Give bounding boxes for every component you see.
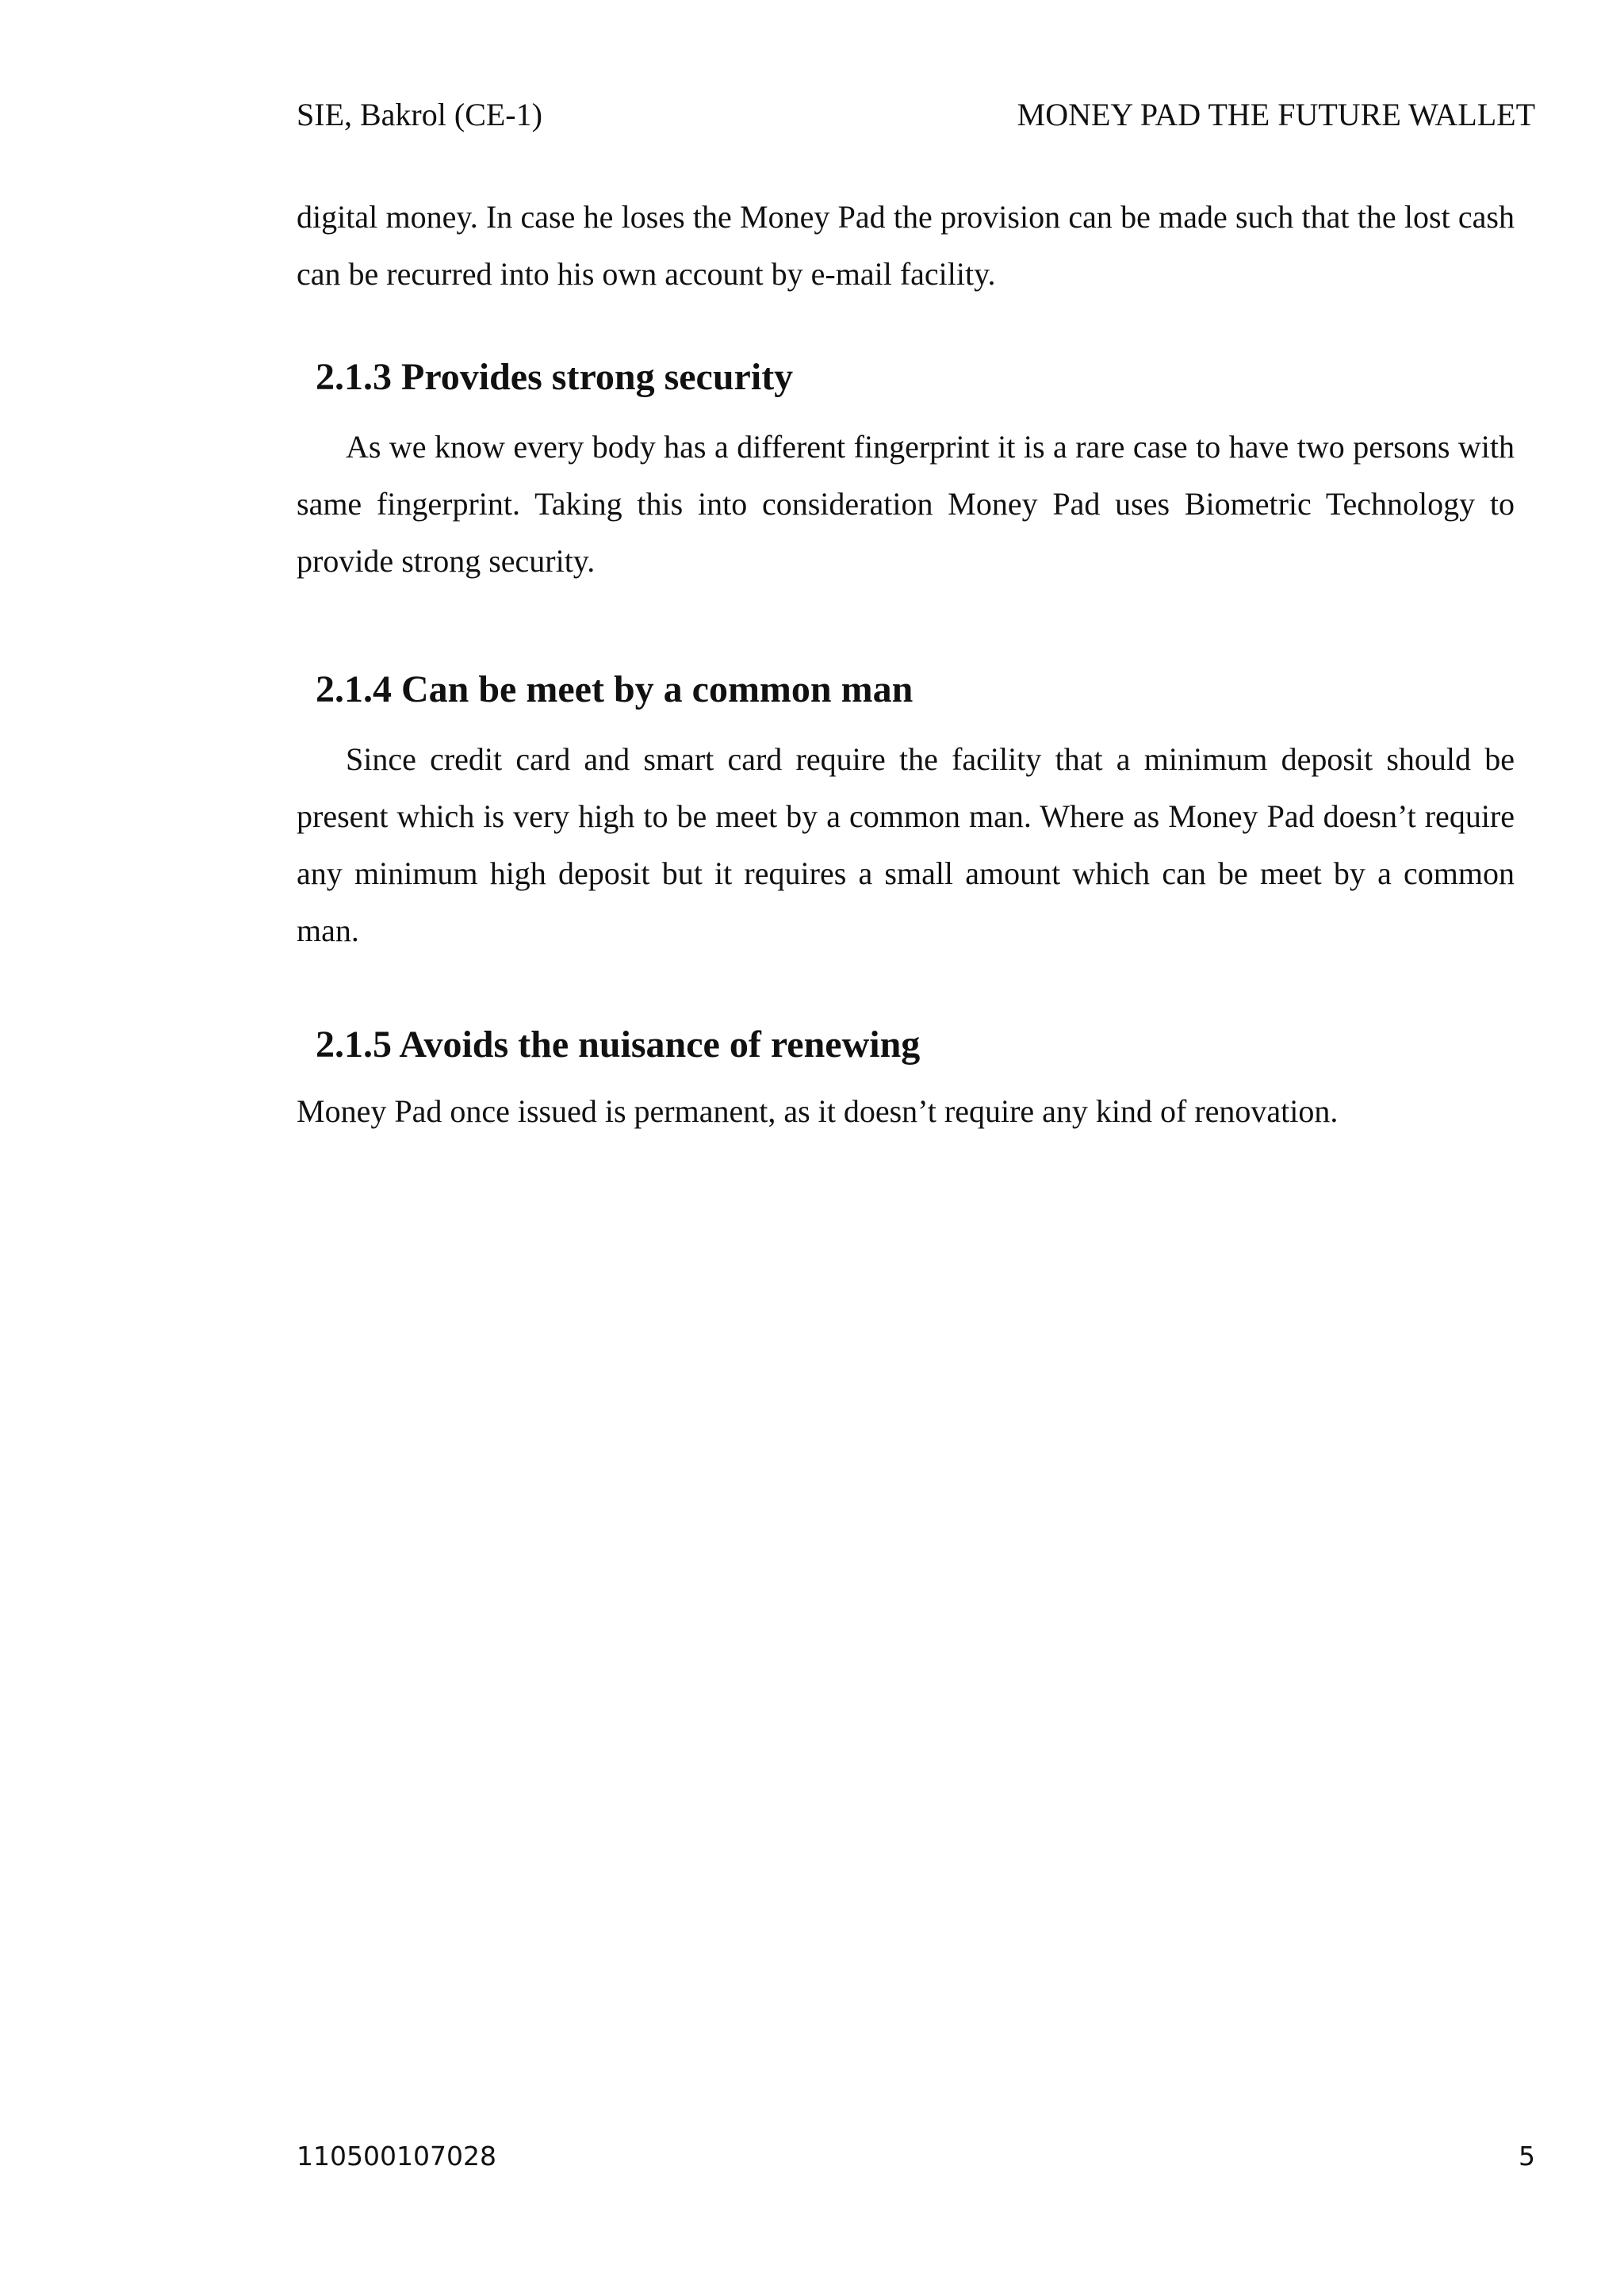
header-document-title: MONEY PAD THE FUTURE WALLET	[1017, 97, 1535, 132]
page-number: 5	[1519, 2141, 1535, 2172]
section-heading-2-1-4: 2.1.4 Can be meet by a common man	[316, 668, 914, 710]
intro-paragraph: digital money. In case he loses the Money Pad the provision can be made such that the lost cash can be recurred into his own account by e-mail facility.	[297, 199, 1515, 292]
section-heading-2-1-5: 2.1.5 Avoids the nuisance of renewing	[316, 1024, 921, 1066]
section-paragraph-2-1-4: Since credit card and smart card require the facility that a minimum deposit should be present which is very high to be meet by a common man. Where as Money Pad doesn’t require any minimum high deposit but it requires a small amount which can be meet by a common man.	[297, 741, 1515, 948]
section-heading-2-1-3: 2.1.3 Provides strong security	[316, 356, 794, 398]
section-paragraph-2-1-3: As we know every body has a different fingerprint it is a rare case to have two persons with same fingerprint. Taking this into consideration Money Pad uses Biometric Technology to provide strong security.	[297, 429, 1515, 579]
section-paragraph-2-1-5: Money Pad once issued is permanent, as it doesn’t require any kind of renovation.	[297, 1093, 1339, 1129]
footer-enrollment-number: 110500107028	[297, 2141, 496, 2172]
header-institution: SIE, Bakrol (CE-1)	[297, 97, 542, 132]
